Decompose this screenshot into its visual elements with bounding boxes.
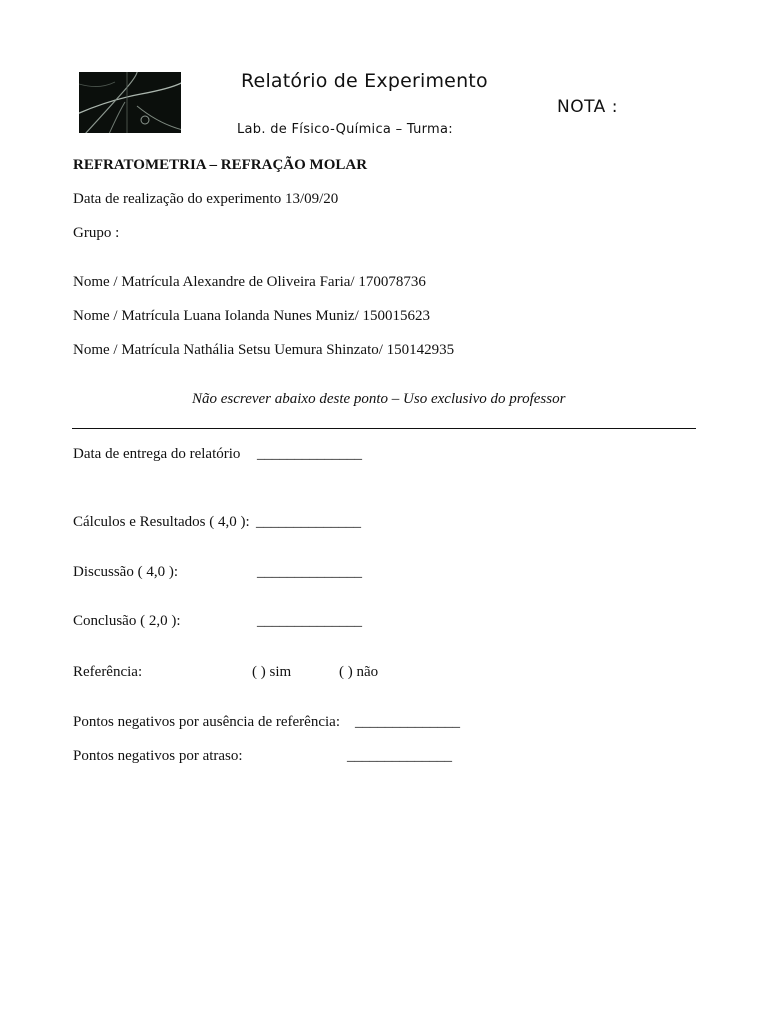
delivery-date-label: Data de entrega do relatório <box>73 446 241 462</box>
experiment-date: Data de realização do experimento 13/09/20 <box>73 191 339 207</box>
member-line: Nome / Matrícula Alexandre de Oliveira Faria/ 170078736 <box>73 274 426 290</box>
grade-label: NOTA : <box>557 97 618 117</box>
conclusion-label: Conclusão ( 2,0 ): <box>73 613 181 629</box>
calc-results-blank: ______________ <box>256 514 361 530</box>
neg-delay-label: Pontos negativos por atraso: <box>73 748 243 764</box>
group-label: Grupo : <box>73 225 120 241</box>
member-line: Nome / Matrícula Nathália Setsu Uemura Shinzato/ 150142935 <box>73 342 455 358</box>
neg-reference-label: Pontos negativos por ausência de referência: <box>73 714 340 730</box>
divider <box>72 428 696 429</box>
neg-reference-blank: ______________ <box>355 714 460 730</box>
neg-delay-blank: ______________ <box>347 748 452 764</box>
report-title: Relatório de Experimento <box>241 70 488 92</box>
institution-logo <box>79 72 181 133</box>
reference-label: Referência: <box>73 664 143 680</box>
discussion-label: Discussão ( 4,0 ): <box>73 564 178 580</box>
professor-only-notice: Não escrever abaixo deste ponto – Uso exclusivo do professor <box>192 391 566 407</box>
delivery-date-blank: ______________ <box>257 446 362 462</box>
discussion-blank: ______________ <box>257 564 362 580</box>
conclusion-blank: ______________ <box>257 613 362 629</box>
reference-no-option: ( ) não <box>339 664 379 680</box>
reference-yes-option: ( ) sim <box>252 664 292 680</box>
calc-results-label: Cálculos e Resultados ( 4,0 ): <box>73 514 250 530</box>
member-line: Nome / Matrícula Luana Iolanda Nunes Muniz/ 150015623 <box>73 308 430 324</box>
experiment-heading: REFRATOMETRIA – REFRAÇÃO MOLAR <box>73 157 368 173</box>
lab-line: Lab. de Físico-Química – Turma: <box>237 122 453 137</box>
